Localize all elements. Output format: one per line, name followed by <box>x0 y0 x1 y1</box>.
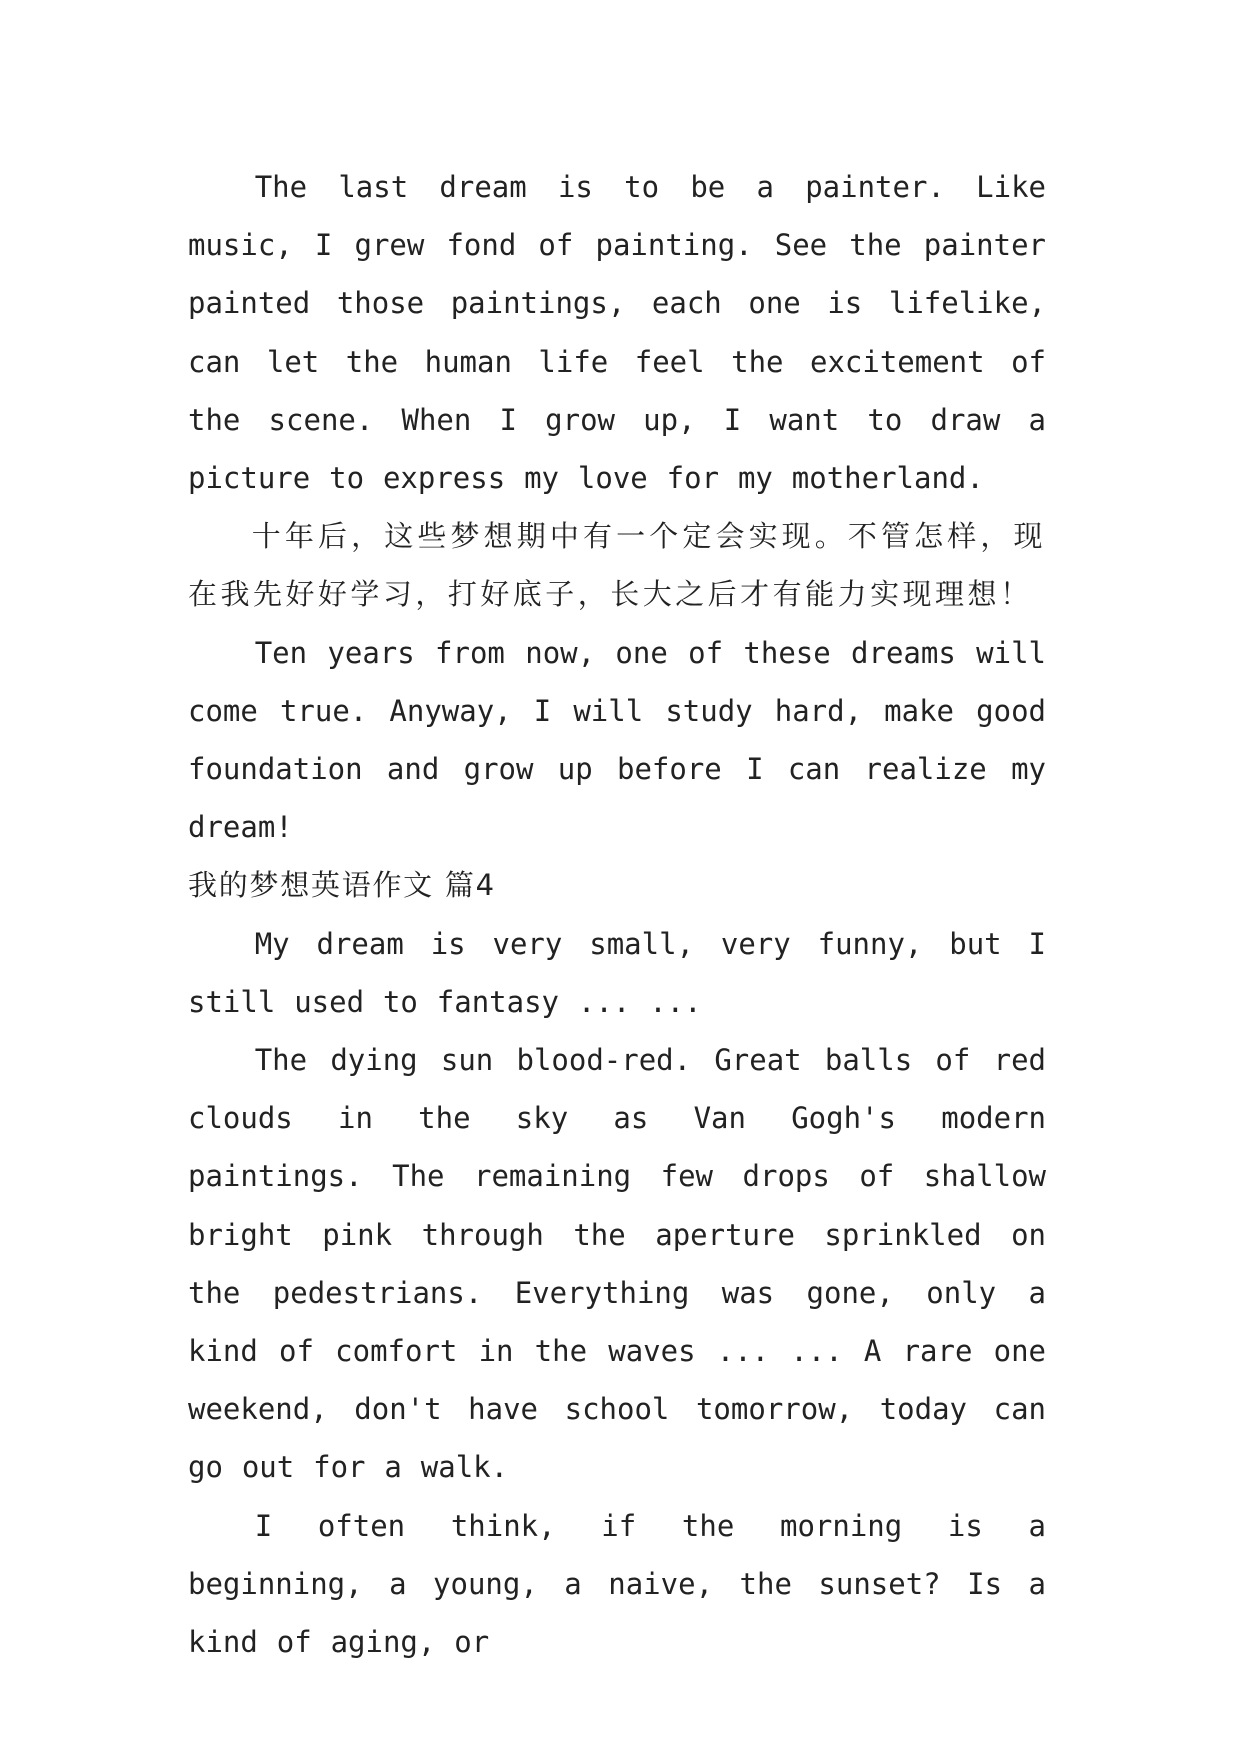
paragraph-painter-dream: The last dream is to be a painter. Like music, I grew fond of painting. See the painter painted those paintings, each one is lifelike, can let the human life feel the excitement of the scene. When I grow up, I want to draw a picture to express my love for my motherland. <box>188 170 1046 496</box>
document-body <box>188 158 1046 1671</box>
paragraph-english-conclusion: Ten years from now, one of these dreams will come true. Anyway, I will study hard, make good foundation and grow up before I can realize my dream! <box>188 635 1046 845</box>
paragraph-small-dream: My dream is very small, very funny, but I still used to fantasy ... ... <box>188 926 1046 1019</box>
paragraph-chinese-conclusion: 十年后，这些梦想期中有一个定会实现。不管怎样，现在我先好好学习，打好底子，长大之后才有能力实现理想！ <box>188 519 1046 612</box>
paragraph-dying-sun: The dying sun blood-red. Great balls of red clouds in the sky as Van Gogh's modern paintings. The remaining few drops of shallow bright pink through the aperture sprinkled on the pedestrians. Everything was gone, only a kind of comfort in the waves ... ... A rare one weekend, don't have school tomorrow, today can go out for a walk. <box>188 1043 1046 1485</box>
section-heading: 我的梦想英语作文 篇4 <box>188 868 496 903</box>
paragraph-morning-thought: I often think, if the morning is a beginning, a young, a naive, the sunset? Is a kind of aging, or <box>188 1508 1046 1660</box>
